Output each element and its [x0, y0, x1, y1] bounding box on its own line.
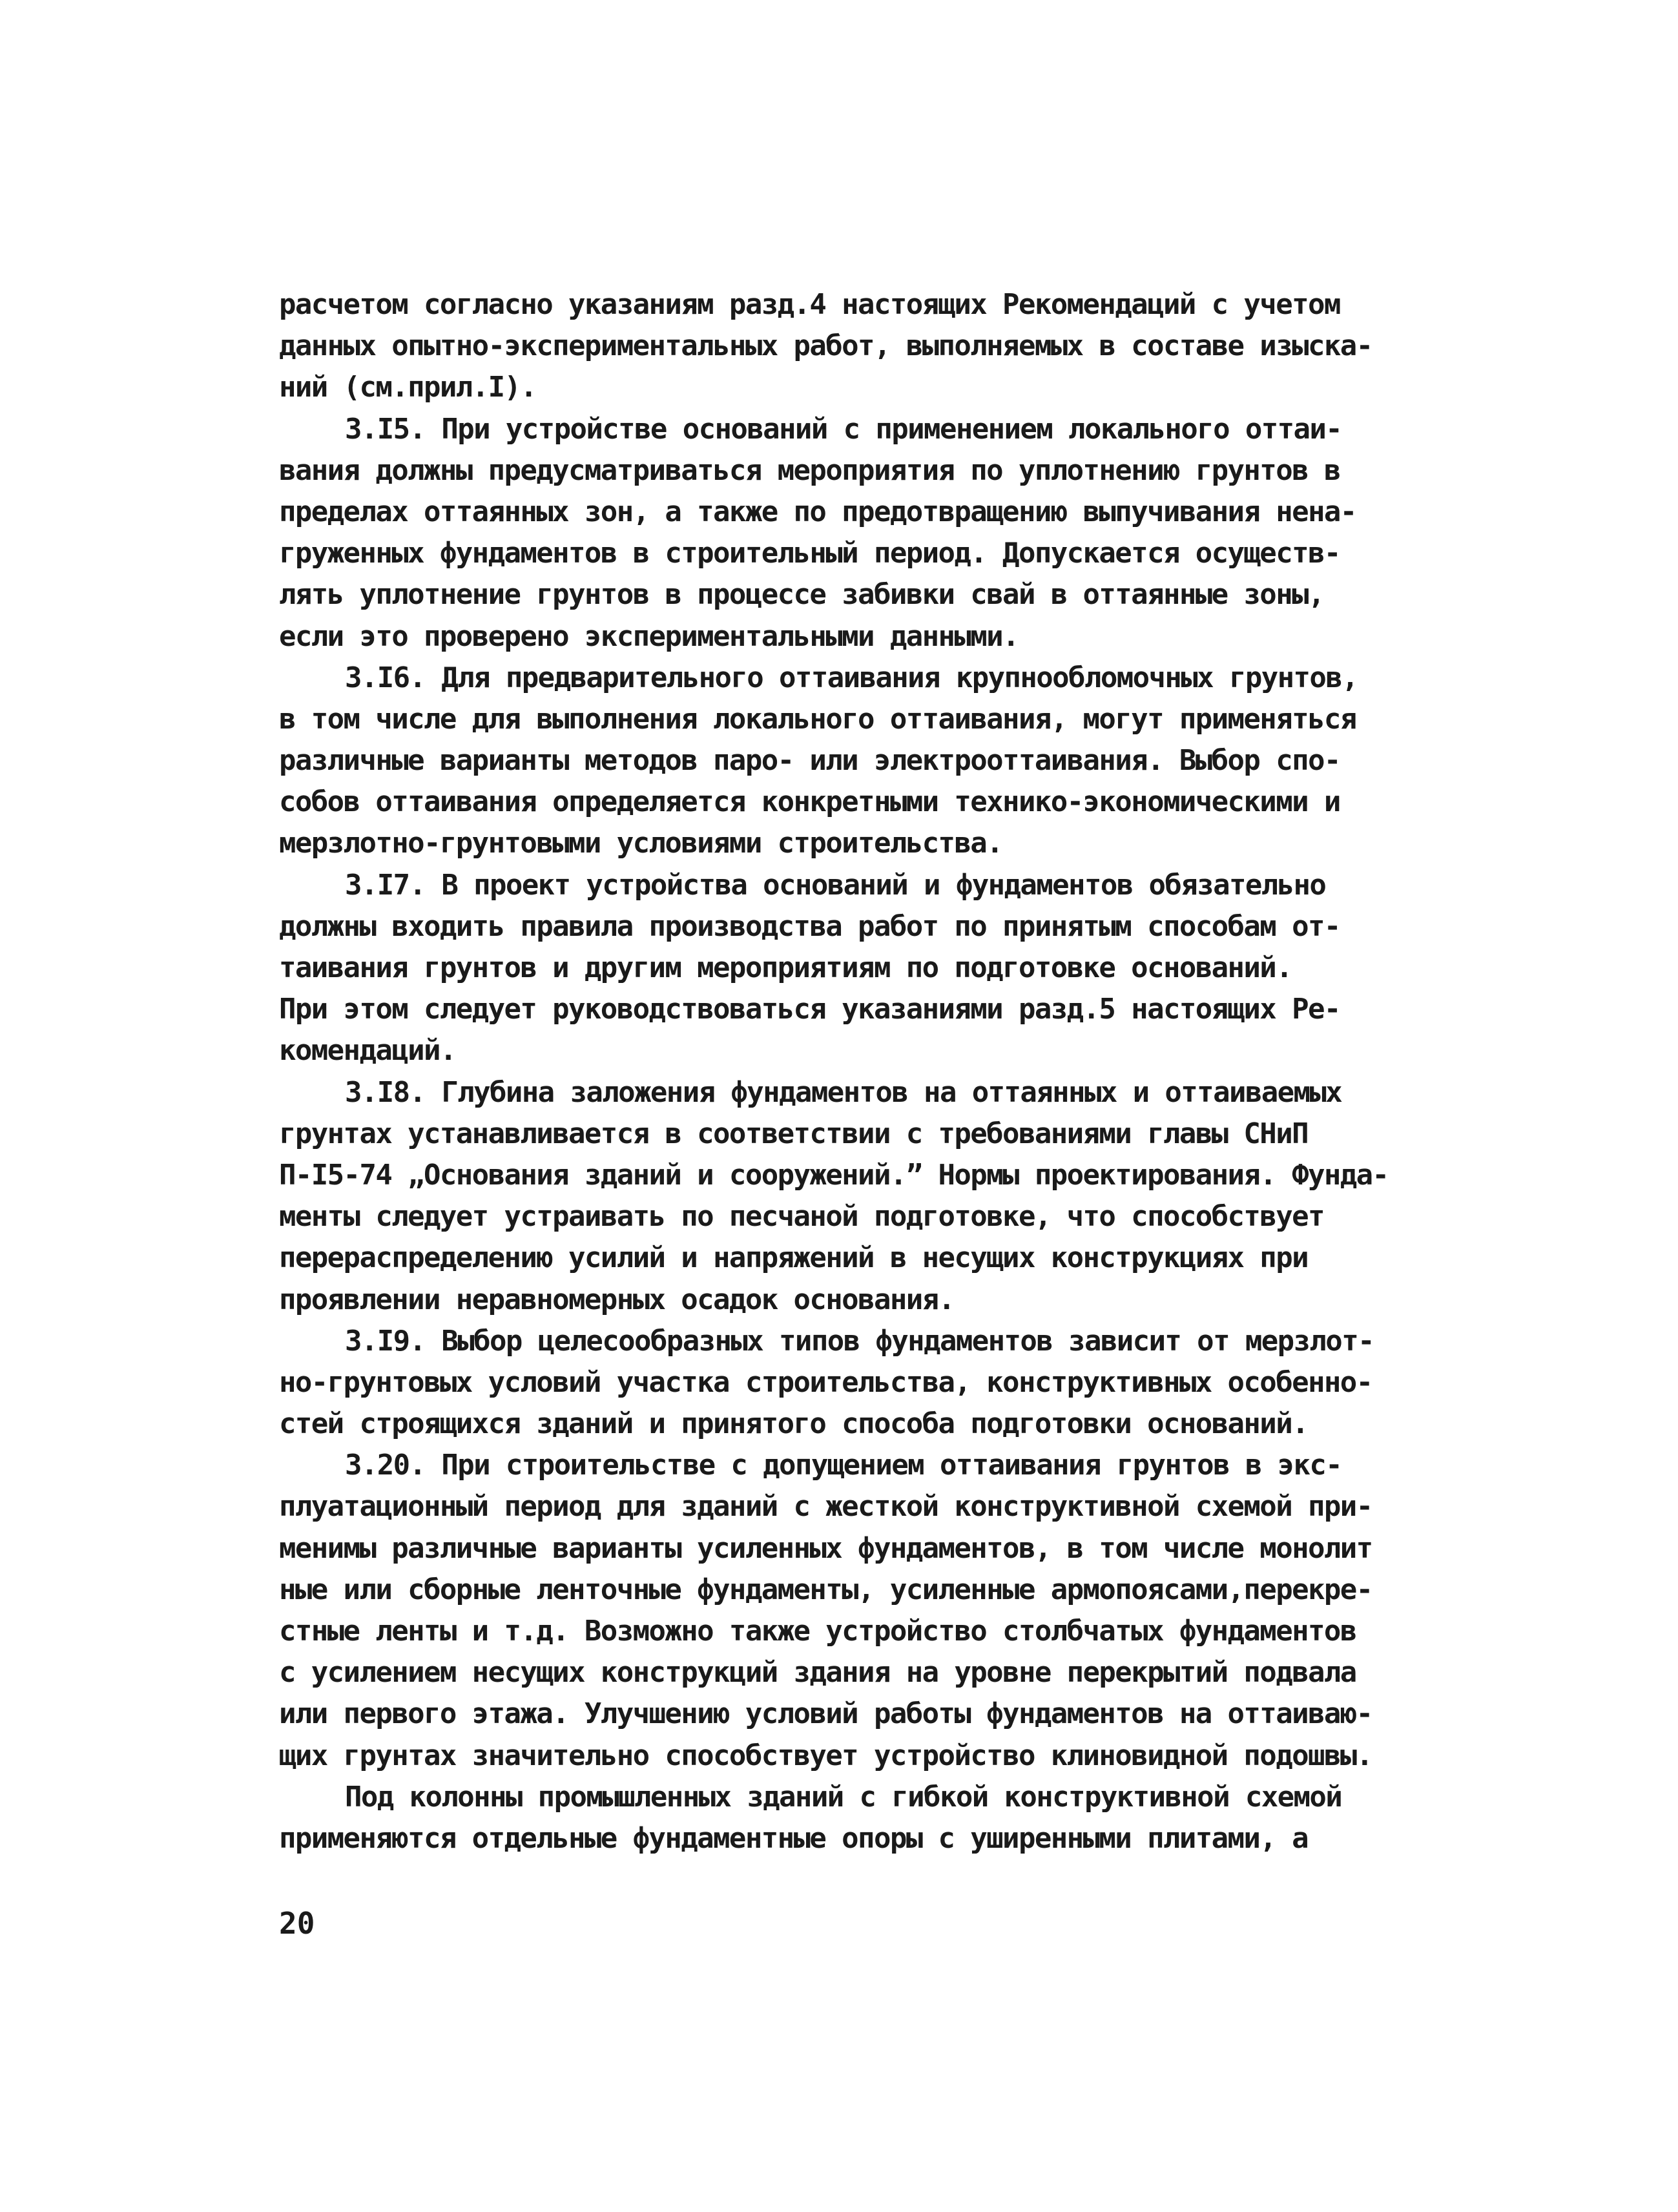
text-line: данных опытно-экспериментальных работ, выполняемых в составе изыска- [279, 329, 1372, 363]
text-line: плуатационный период для зданий с жесткой конструктивной схемой при- [279, 1490, 1372, 1524]
text-line: таивания грунтов и другим мероприятиям по подготовке оснований. [279, 951, 1292, 984]
body-text [279, 284, 1416, 1859]
text-line: ные или сборные ленточные фундаменты, усиленные армопоясами,перекре- [279, 1573, 1372, 1606]
text-line: или первого этажа. Улучшению условий работы фундаментов на оттаиваю- [279, 1697, 1372, 1731]
text-line: 3.I8. Глубина заложения фундаментов на оттаянных и оттаиваемых [345, 1075, 1342, 1109]
text-line: если это проверено экспериментальными данными. [279, 619, 1019, 653]
text-line: с усилением несущих конструкций здания на уровне перекрытий подвала [279, 1656, 1356, 1690]
text-line: При этом следует руководствоваться указаниями разд.5 настоящих Ре- [279, 993, 1340, 1026]
text-line: грунтах устанавливается в соответствии с требованиями главы СНиП [279, 1117, 1308, 1150]
text-line: комендаций. [279, 1034, 456, 1068]
text-line: груженных фундаментов в строительный период. Допускается осуществ- [279, 537, 1340, 570]
text-line: применяются отдельные фундаментные опоры с уширенными плитами, а [279, 1821, 1308, 1855]
text-line: 3.I5. При устройстве оснований с применением локального оттаи- [345, 412, 1342, 446]
text-line: расчетом согласно указаниям разд.4 настоящих Рекомендаций с учетом [279, 288, 1340, 321]
text-line: 3.20. При строительстве с допущением оттаивания грунтов в экс- [345, 1449, 1342, 1482]
text-line: мерзлотно-грунтовыми условиями строительства. [279, 827, 1003, 860]
text-line: стные ленты и т.д. Возможно также устройство столбчатых фундаментов [279, 1615, 1356, 1648]
text-line: проявлении неравномерных осадок основания. [279, 1283, 955, 1316]
text-line: вания должны предусматриваться мероприятия по уплотнению грунтов в [279, 453, 1340, 487]
text-line: различные варианты методов паро- или электрооттаивания. Выбор спо- [279, 744, 1340, 778]
text-line: пределах оттаянных зон, а также по предотвращению выпучивания нена- [279, 495, 1356, 528]
text-line: П-I5-74 „Основания зданий и сооружений.” Нормы проектирования. Фунда- [279, 1158, 1389, 1192]
text-line: щих грунтах значительно способствует устройство клиновидной подошвы. [279, 1739, 1372, 1772]
text-line: перераспределению усилий и напряжений в несущих конструкциях при [279, 1241, 1308, 1275]
text-line: 3.I9. Выбор целесообразных типов фундаментов зависит от мерзлот- [345, 1324, 1374, 1358]
text-line: собов оттаивания определяется конкретными технико-экономическими и [279, 785, 1340, 819]
text-line: стей строящихся зданий и принятого способа подготовки оснований. [279, 1407, 1308, 1441]
text-line: 3.I6. Для предварительного оттаивания крупнообломочных грунтов, [345, 661, 1358, 694]
text-line: ний (см.прил.I). [279, 371, 537, 404]
text-line: должны входить правила производства работ по принятым способам от- [279, 909, 1340, 943]
page-number: 20 [279, 1906, 315, 1941]
text-line: Под колонны промышленных зданий с гибкой конструктивной схемой [345, 1780, 1342, 1814]
text-line: менимы различные варианты усиленных фундаментов, в том числе монолит [279, 1531, 1372, 1565]
text-line: но-грунтовых условий участка строительства, конструктивных особенно- [279, 1365, 1372, 1399]
text-line: лять уплотнение грунтов в процессе забивки свай в оттаянные зоны, [279, 578, 1324, 612]
text-line: менты следует устраивать по песчаной подготовке, что способствует [279, 1200, 1324, 1234]
text-line: 3.I7. В проект устройства оснований и фундаментов обязательно [345, 868, 1326, 902]
text-line: в том числе для выполнения локального оттаивания, могут применяться [279, 702, 1356, 736]
